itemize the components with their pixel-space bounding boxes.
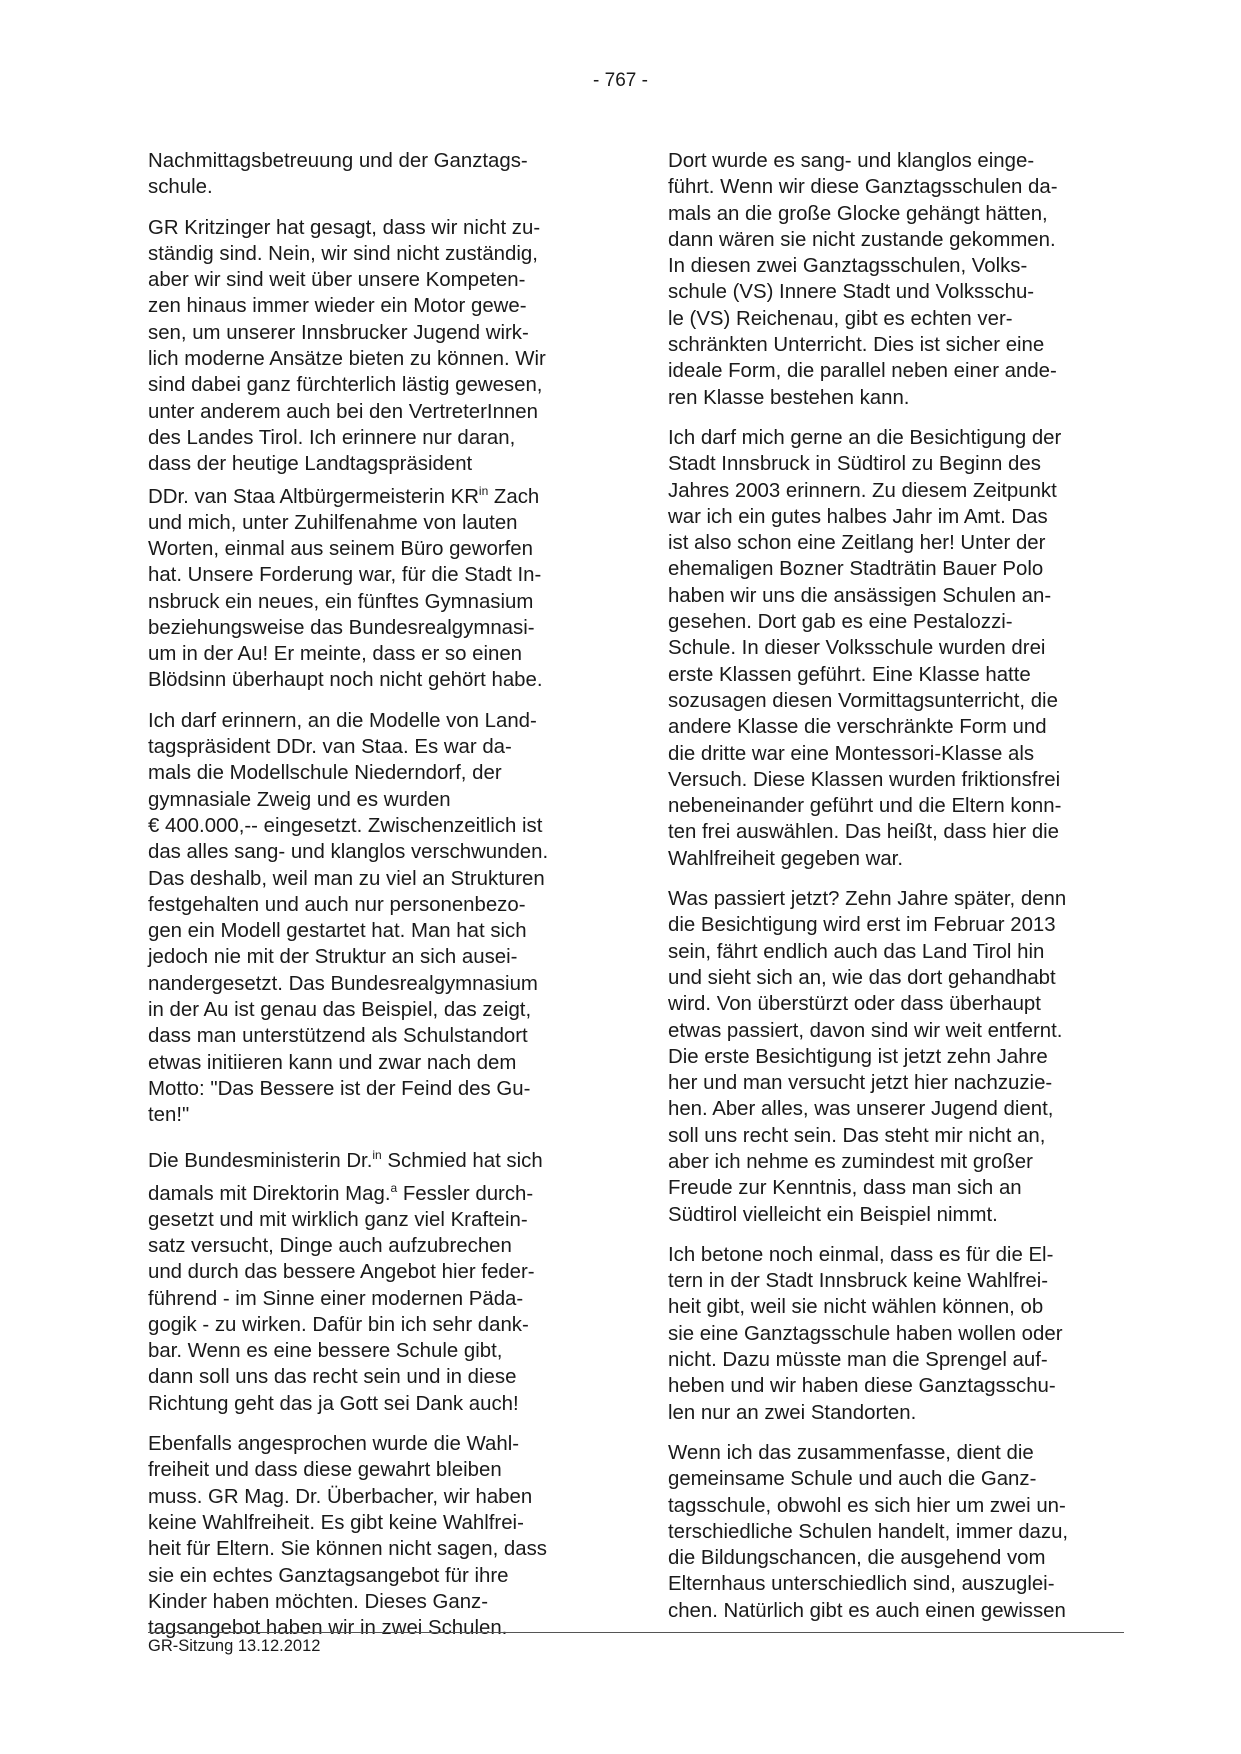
text-line: zen hinaus immer wieder ein Motor gewe- bbox=[148, 295, 527, 318]
text-line: Was passiert jetzt? Zehn Jahre später, denn bbox=[668, 888, 1067, 911]
paragraph bbox=[148, 708, 608, 1129]
text-line: jedoch nie mit der Struktur an sich ausei- bbox=[148, 946, 518, 969]
text-line: sie eine Ganztagsschule haben wollen oder bbox=[668, 1322, 1063, 1345]
text-line: etwas initiieren kann und zwar nach dem bbox=[148, 1051, 517, 1074]
text-line: Worten, einmal aus seinem Büro geworfen bbox=[148, 537, 533, 560]
text-line: Blödsinn überhaupt noch nicht gehört habe. bbox=[148, 669, 543, 692]
text-line: gymnasiale Zweig und es wurden bbox=[148, 788, 451, 811]
text-line: und sieht sich an, wie das dort gehandhabt bbox=[668, 966, 1056, 989]
text-line: ist also schon eine Zeitlang her! Unter der bbox=[668, 532, 1046, 555]
text-line: unter anderem auch bei den VertreterInnen bbox=[148, 400, 538, 423]
text-line: nebeneinander geführt und die Eltern konn- bbox=[668, 795, 1062, 818]
text-line: Die erste Besichtigung ist jetzt zehn Jahre bbox=[668, 1045, 1048, 1068]
text-line: Das deshalb, weil man zu viel an Strukturen bbox=[148, 867, 545, 890]
text-line: € 400.000,-- eingesetzt. Zwischenzeitlich ist bbox=[148, 814, 543, 837]
text-line: um in der Au! Er meinte, dass er so einen bbox=[148, 643, 523, 666]
text-line: nsbruck ein neues, ein fünftes Gymnasium bbox=[148, 590, 534, 613]
text-line: aber wir sind weit über unsere Kompeten- bbox=[148, 269, 526, 292]
text-line: Wenn ich das zusammenfasse, dient die bbox=[668, 1441, 1034, 1464]
text-line bbox=[148, 478, 608, 510]
text-line: die Besichtigung wird erst im Februar 2013 bbox=[668, 914, 1056, 937]
text-line: Ich betone noch einmal, dass es für die El- bbox=[668, 1243, 1054, 1266]
paragraph bbox=[668, 148, 1128, 411]
paragraph bbox=[668, 1242, 1128, 1426]
text-line: bar. Wenn es eine bessere Schule gibt, bbox=[148, 1340, 503, 1363]
text-line: freiheit und dass diese gewahrt bleiben bbox=[148, 1459, 502, 1482]
text-line: führt. Wenn wir diese Ganztagsschulen da- bbox=[668, 176, 1058, 199]
paragraph bbox=[148, 215, 608, 694]
text-line: Schule. In dieser Volksschule wurden drei bbox=[668, 637, 1046, 660]
text-line: sen, um unserer Innsbrucker Jugend wirk- bbox=[148, 321, 529, 344]
text-line: ten frei auswählen. Das heißt, dass hier die bbox=[668, 821, 1060, 844]
text-line: sein, fährt endlich auch das Land Tirol hin bbox=[668, 940, 1045, 963]
text-line: hen. Aber alles, was unserer Jugend dient, bbox=[668, 1098, 1054, 1121]
text-line: GR Kritzinger hat gesagt, dass wir nicht zu- bbox=[148, 216, 541, 239]
text-line: soll uns recht sein. Das steht mir nicht an, bbox=[668, 1124, 1046, 1147]
text-line: die Bildungschancen, die ausgehend vom bbox=[668, 1547, 1046, 1570]
text-line: nicht. Dazu müsste man die Sprengel auf- bbox=[668, 1349, 1048, 1372]
text-line: sozusagen diesen Vormittagsunterricht, die bbox=[668, 689, 1058, 712]
text-line: Ich darf erinnern, an die Modelle von Land- bbox=[148, 709, 537, 732]
paragraph bbox=[668, 1440, 1128, 1624]
text-line: dass man unterstützend als Schulstandort bbox=[148, 1025, 528, 1048]
text-line: tagsschule, obwohl es sich hier um zwei un- bbox=[668, 1494, 1066, 1517]
text-line: len nur an zwei Standorten. bbox=[668, 1401, 917, 1424]
text-line bbox=[148, 1142, 608, 1174]
text-line: Dort wurde es sang- und klanglos einge- bbox=[668, 150, 1035, 172]
text-line: Elternhaus unterschiedlich sind, auszuglei- bbox=[668, 1573, 1055, 1596]
text-line: le (VS) Reichenau, gibt es echten ver- bbox=[668, 307, 1013, 330]
text-line: Kinder haben möchten. Dieses Ganz- bbox=[148, 1590, 489, 1613]
text-line: Freude zur Kenntnis, dass man sich an bbox=[668, 1177, 1022, 1200]
footer-text: GR-Sitzung 13.12.2012 bbox=[148, 1637, 321, 1655]
paragraph bbox=[148, 1431, 608, 1641]
footer-divider bbox=[148, 1632, 1124, 1633]
text-line: schränkten Unterricht. Dies ist sicher eine bbox=[668, 334, 1045, 357]
text-line: festgehalten und auch nur personenbezo- bbox=[148, 893, 526, 916]
text-line: haben wir uns die ansässigen Schulen an- bbox=[668, 584, 1052, 607]
text-line: ren Klasse bestehen kann. bbox=[668, 386, 910, 409]
text-line: dann soll uns das recht sein und in diese bbox=[148, 1366, 517, 1389]
text-line: muss. GR Mag. Dr. Überbacher, wir haben bbox=[148, 1485, 533, 1508]
text-line: hat. Unsere Forderung war, für die Stadt In- bbox=[148, 564, 542, 587]
text-line: chen. Natürlich gibt es auch einen gewissen bbox=[668, 1599, 1066, 1622]
paragraph bbox=[668, 886, 1128, 1228]
text-line: In diesen zwei Ganztagsschulen, Volks- bbox=[668, 255, 1028, 278]
text-line: wird. Von überstürzt oder dass überhaupt bbox=[668, 993, 1041, 1016]
text-line: gemeinsame Schule und auch die Ganz- bbox=[668, 1468, 1037, 1491]
text-line: satz versucht, Dinge auch aufzubrechen bbox=[148, 1234, 512, 1257]
text-line: schule (VS) Innere Stadt und Volksschu- bbox=[668, 281, 1035, 304]
text-line: andere Klasse die verschränkte Form und bbox=[668, 716, 1047, 739]
text-line: beziehungsweise das Bundesrealgymnasi- bbox=[148, 616, 535, 639]
text-fragment: Die Bundesministerin Dr. bbox=[148, 1150, 373, 1173]
text-fragment: Zach bbox=[488, 485, 540, 508]
text-line bbox=[148, 1175, 608, 1207]
text-line: dann wären sie nicht zustande gekommen. bbox=[668, 228, 1056, 251]
text-line: sie ein echtes Ganztagsangebot für ihre bbox=[148, 1564, 509, 1587]
text-line: Ebenfalls angesprochen wurde die Wahl- bbox=[148, 1433, 520, 1456]
text-line: heben und wir haben diese Ganztagsschu- bbox=[668, 1375, 1056, 1398]
text-line: Stadt Innsbruck in Südtirol zu Beginn des bbox=[668, 453, 1041, 476]
text-line: sind dabei ganz fürchterlich lästig gewesen, bbox=[148, 374, 543, 397]
text-line: ständig sind. Nein, wir sind nicht zuständig, bbox=[148, 242, 538, 265]
text-line: heit für Eltern. Sie können nicht sagen, dass bbox=[148, 1538, 547, 1561]
text-line: aber ich nehme es zumindest mit großer bbox=[668, 1150, 1033, 1173]
superscript: in bbox=[372, 1148, 382, 1163]
text-line: gogik - zu wirken. Dafür bin ich sehr dank- bbox=[148, 1313, 529, 1336]
text-line: des Landes Tirol. Ich erinnere nur daran, bbox=[148, 426, 516, 449]
text-line: dass der heutige Landtagspräsident bbox=[148, 453, 473, 476]
text-line: mals die Modellschule Niederndorf, der bbox=[148, 762, 502, 785]
text-line: in der Au ist genau das Beispiel, das zeigt, bbox=[148, 999, 532, 1021]
text-line: Motto: "Das Bessere ist der Feind des Gu- bbox=[148, 1077, 531, 1100]
text-line: Versuch. Diese Klassen wurden friktionsfrei bbox=[668, 768, 1061, 791]
text-line: erste Klassen geführt. Eine Klasse hatte bbox=[668, 663, 1031, 686]
text-line: gesetzt und mit wirklich ganz viel Kraftein- bbox=[148, 1208, 528, 1231]
text-line: gen ein Modell gestartet hat. Man hat sich bbox=[148, 920, 527, 943]
paragraph bbox=[148, 1142, 608, 1417]
right-column bbox=[668, 148, 1128, 1638]
left-column bbox=[148, 148, 608, 1655]
text-fragment: DDr. van Staa Altbürgermeisterin KR bbox=[148, 485, 479, 508]
text-line: heit gibt, weil sie nicht wählen können, ob bbox=[668, 1296, 1044, 1319]
text-line: und mich, unter Zuhilfenahme von lauten bbox=[148, 511, 518, 534]
superscript: a bbox=[390, 1180, 398, 1195]
text-line: gesehen. Dort gab es eine Pestalozzi- bbox=[668, 611, 1013, 634]
text-line: nandergesetzt. Das Bundesrealgymnasium bbox=[148, 972, 538, 995]
text-line: ten!" bbox=[148, 1104, 190, 1127]
page-number: - 767 - bbox=[593, 70, 648, 91]
text-line: lich moderne Ansätze bieten zu können. Wir bbox=[148, 348, 546, 371]
text-fragment: Fessler durch- bbox=[397, 1182, 534, 1205]
text-line: Nachmittagsbetreuung und der Ganztags- bbox=[148, 150, 528, 172]
text-line: ehemaligen Bozner Stadträtin Bauer Polo bbox=[668, 558, 1044, 581]
paragraph bbox=[668, 425, 1128, 872]
text-line: ideale Form, die parallel neben einer ande- bbox=[668, 360, 1057, 383]
text-line: führend - im Sinne einer modernen Päda- bbox=[148, 1287, 524, 1310]
text-line: das alles sang- und klanglos verschwunden. bbox=[148, 841, 549, 864]
text-line: her und man versucht jetzt hier nachzuzie- bbox=[668, 1072, 1053, 1095]
text-line: Südtirol vielleicht ein Beispiel nimmt. bbox=[668, 1203, 998, 1226]
superscript: in bbox=[478, 483, 489, 498]
text-fragment: Schmied hat sich bbox=[381, 1150, 543, 1173]
text-fragment: damals mit Direktorin Mag. bbox=[148, 1182, 391, 1205]
text-line: Richtung geht das ja Gott sei Dank auch! bbox=[148, 1392, 519, 1415]
text-line: die dritte war eine Montessori-Klasse als bbox=[668, 742, 1035, 765]
text-line: Ich darf mich gerne an die Besichtigung der bbox=[668, 426, 1062, 449]
text-line: und durch das bessere Angebot hier feder- bbox=[148, 1261, 535, 1284]
text-line: tagsangebot haben wir in zwei Schulen. bbox=[148, 1617, 508, 1640]
text-line: mals an die große Glocke gehängt hätten, bbox=[668, 202, 1048, 225]
text-line: war ich ein gutes halbes Jahr im Amt. Das bbox=[668, 505, 1048, 528]
text-line: Wahlfreiheit gegeben war. bbox=[668, 847, 904, 870]
text-line: keine Wahlfreiheit. Es gibt keine Wahlfrei- bbox=[148, 1511, 524, 1534]
text-line: schule. bbox=[148, 176, 213, 199]
text-line: Jahres 2003 erinnern. Zu diesem Zeitpunkt bbox=[668, 479, 1057, 502]
paragraph bbox=[148, 148, 608, 201]
text-line: terschiedliche Schulen handelt, immer dazu, bbox=[668, 1520, 1069, 1543]
text-line: tern in der Stadt Innsbruck keine Wahlfrei- bbox=[668, 1270, 1049, 1293]
text-line: tagspräsident DDr. van Staa. Es war da- bbox=[148, 736, 512, 759]
text-line: etwas passiert, davon sind wir weit entfernt. bbox=[668, 1019, 1063, 1042]
